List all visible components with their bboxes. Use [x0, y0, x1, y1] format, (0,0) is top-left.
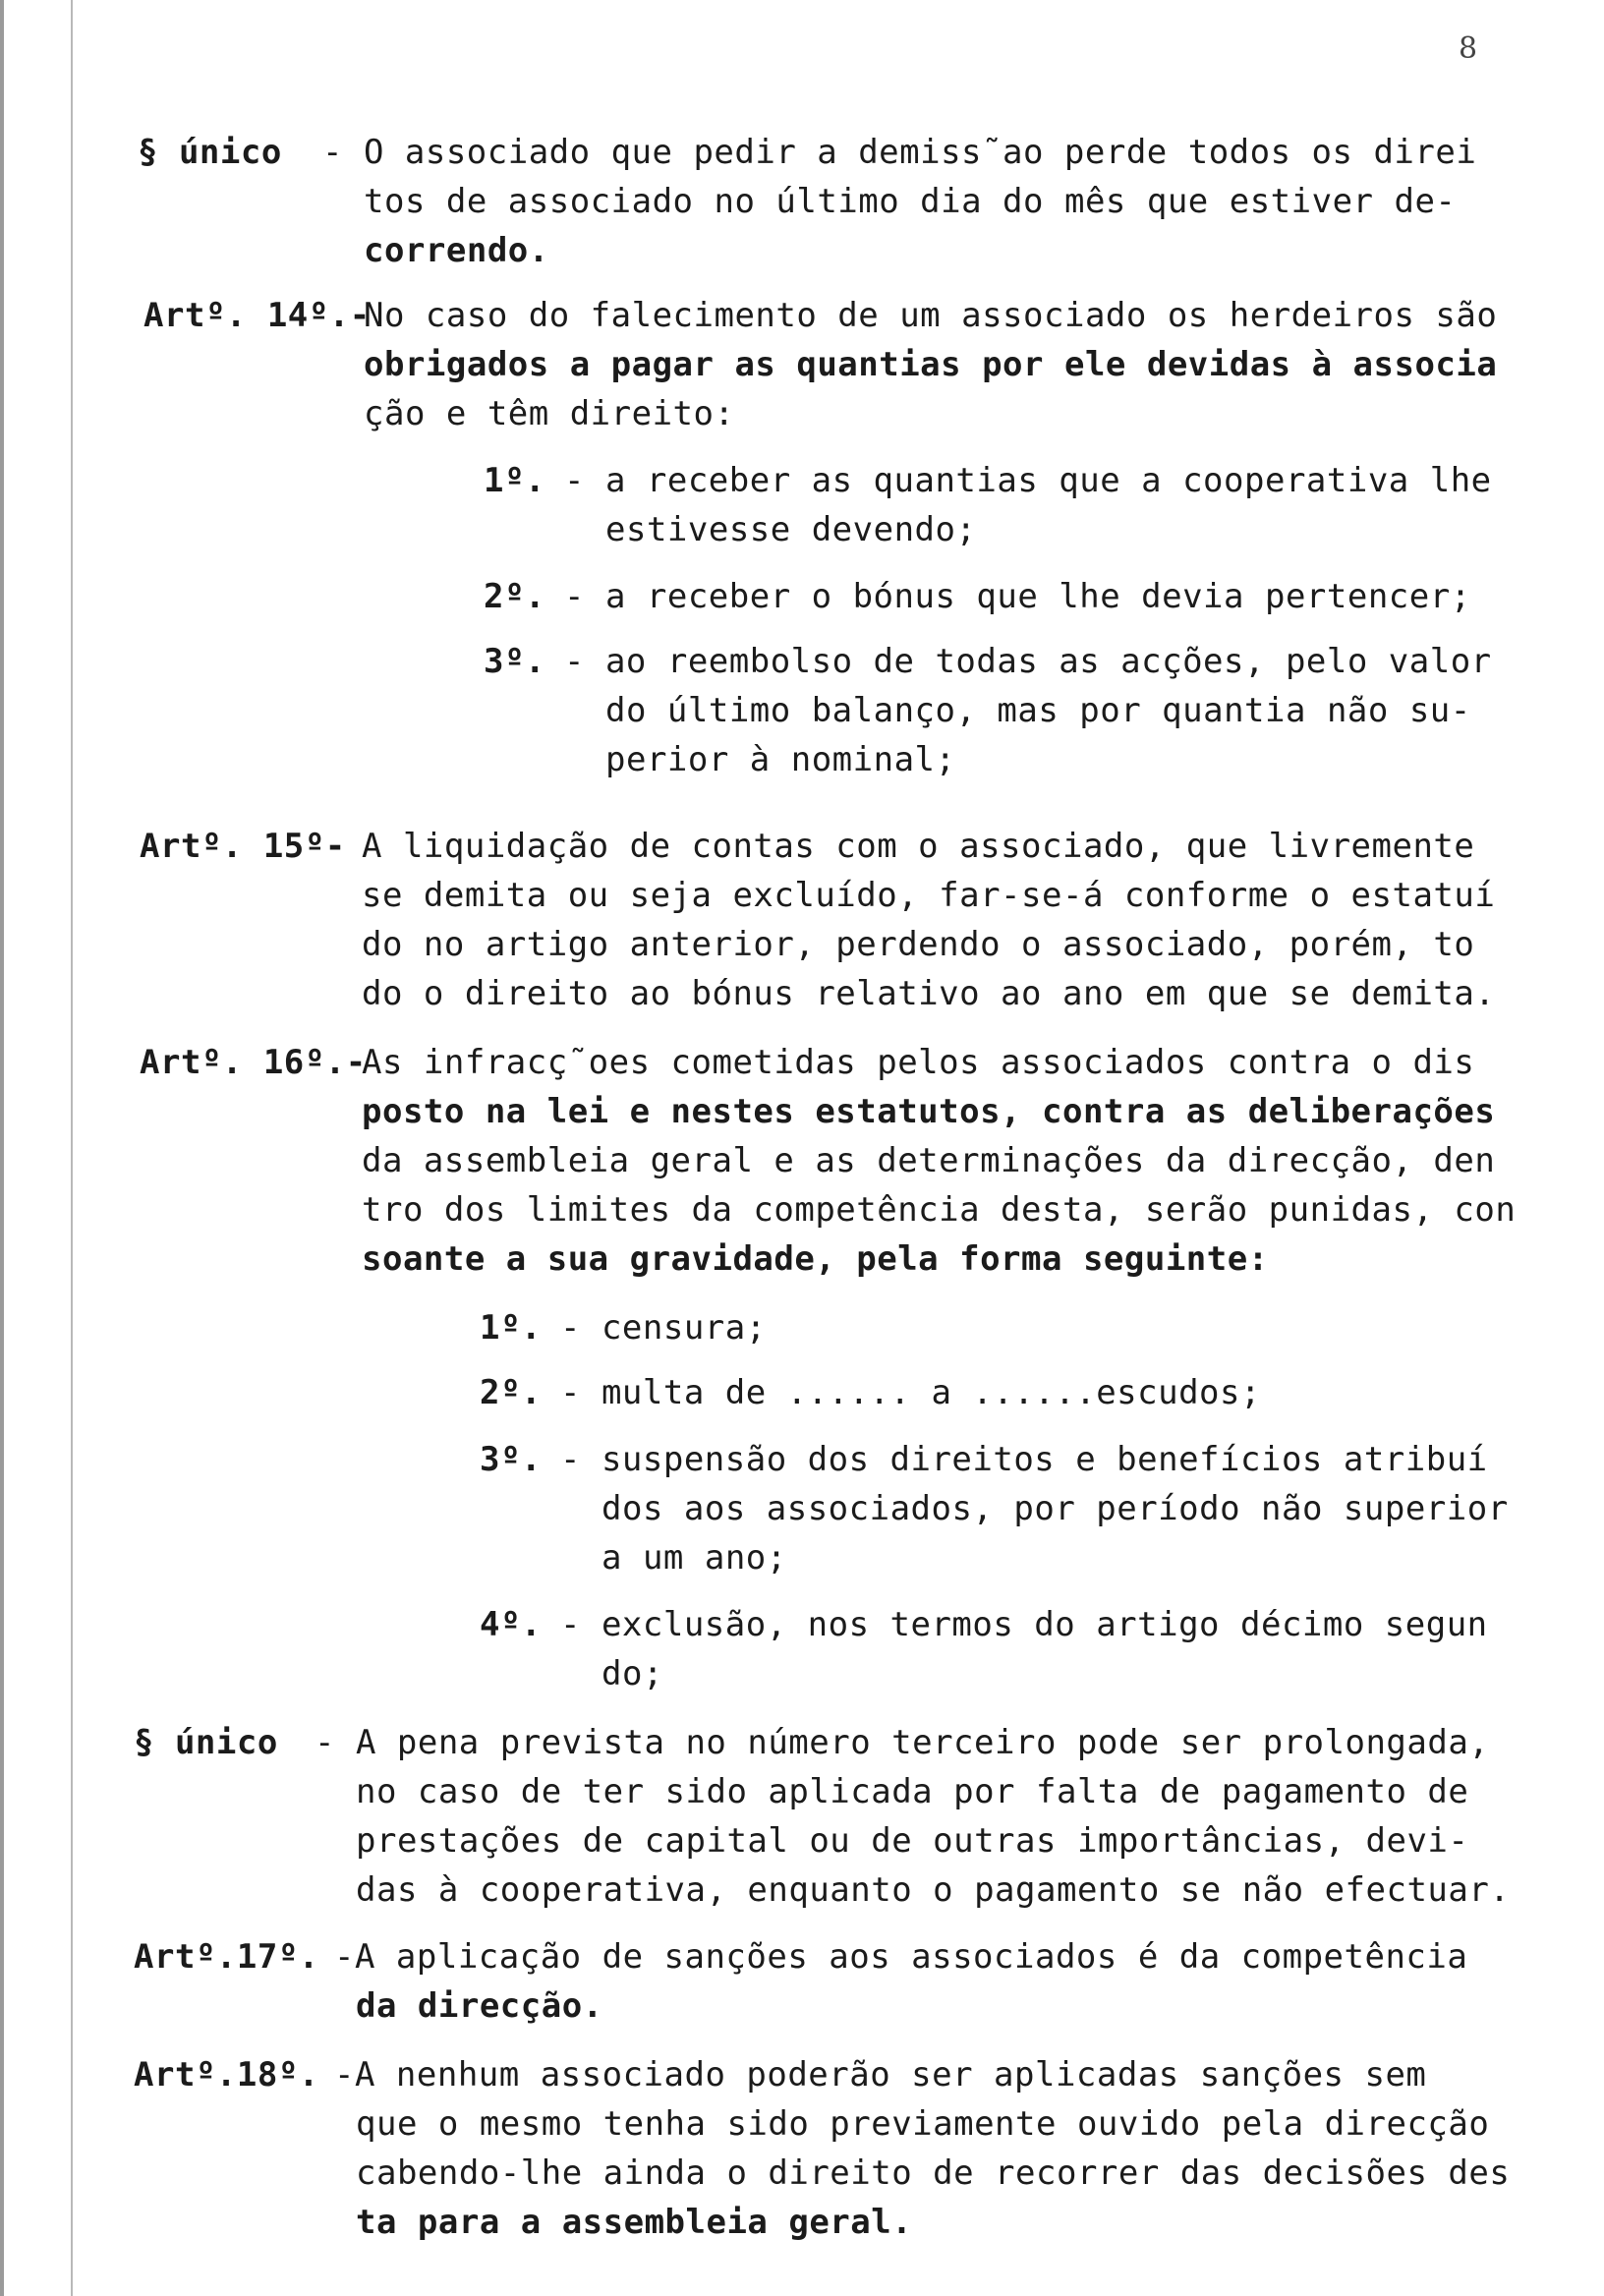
paragraph-unico-label: § único: [138, 133, 282, 172]
article-16-item-number: 4º.: [480, 1605, 542, 1644]
article-16-item-number: 2º.: [480, 1373, 542, 1412]
article-16-line: soante a sua gravidade, pela forma seguinte:: [362, 1239, 1269, 1279]
paragraph-unico-line: - A pena prevista no número terceiro pode ser prolongada,: [315, 1723, 1490, 1762]
article-14-line: obrigados a pagar as quantias por ele devidas à associa: [364, 345, 1498, 384]
paragraph-unico-line: correndo.: [364, 231, 549, 270]
article-16-line: da assembleia geral e as determinações da direcção, den: [362, 1141, 1496, 1180]
article-16-item-line: a um ano;: [602, 1538, 787, 1578]
article-15-label: Artº. 15º-: [140, 827, 346, 866]
article-16-line: posto na lei e nestes estatutos, contra as deliberações: [362, 1092, 1496, 1131]
article-16-line: tro dos limites da competência desta, serão punidas, con: [362, 1190, 1517, 1230]
article-14-item-line: do último balanço, mas por quantia não su-: [605, 691, 1471, 730]
article-14-item-line: - a receber o bónus que lhe devia pertencer;: [564, 577, 1471, 616]
article-14-item-line: perior à nominal;: [605, 740, 956, 779]
article-15-line: A liquidação de contas com o associado, que livremente: [362, 827, 1475, 866]
article-17-label: Artº.17º.: [134, 1937, 319, 1977]
article-14-item-line: - ao reembolso de todas as acções, pelo valor: [564, 642, 1492, 681]
article-16-item-line: do;: [602, 1654, 663, 1693]
article-15-line: do o direito ao bónus relativo ao ano em que se demita.: [362, 974, 1496, 1013]
paragraph-unico-line: tos de associado no último dia do mês que estiver de-: [364, 182, 1457, 221]
page-left-edge: [0, 0, 4, 2296]
article-14-item-number: 3º.: [484, 642, 545, 681]
article-16-line: As infracç˜oes cometidas pelos associados contra o dis: [362, 1043, 1475, 1082]
article-17-line: da direcção.: [356, 1986, 603, 2026]
article-16-label: Artº. 16º.-: [140, 1043, 367, 1082]
paragraph-unico-label: § único: [134, 1723, 278, 1762]
article-15-line: do no artigo anterior, perdendo o associado, porém, to: [362, 925, 1475, 964]
margin-line: [71, 0, 73, 2296]
paragraph-unico-line: no caso de ter sido aplicada por falta de pagamento de: [356, 1772, 1469, 1811]
paragraph-unico-line: prestações de capital ou de outras importâncias, devi-: [356, 1821, 1469, 1861]
paragraph-unico-line: - O associado que pedir a demiss˜ao perde todos os direi: [322, 133, 1477, 172]
article-16-item-number: 1º.: [480, 1308, 542, 1348]
article-14-item-line: estivesse devendo;: [605, 510, 977, 549]
article-18-line: que o mesmo tenha sido previamente ouvido pela direcção: [356, 2104, 1490, 2144]
article-18-line: cabendo-lhe ainda o direito de recorrer das decisões des: [356, 2153, 1511, 2193]
article-15-line: se demita ou seja excluído, far-se-á conforme o estatuí: [362, 876, 1496, 915]
article-16-item-line: - suspensão dos direitos e benefícios atribuí: [560, 1440, 1488, 1479]
article-17-line: -A aplicação de sanções aos associados é da competência: [334, 1937, 1468, 1977]
article-14-item-number: 1º.: [484, 461, 545, 500]
article-18-line: -A nenhum associado poderão ser aplicadas sanções sem: [334, 2055, 1427, 2095]
article-18-label: Artº.18º.: [134, 2055, 319, 2095]
article-14-item-number: 2º.: [484, 577, 545, 616]
article-16-item-line: - exclusão, nos termos do artigo décimo segun: [560, 1605, 1488, 1644]
page-number: 8: [1459, 31, 1478, 66]
article-16-item-number: 3º.: [480, 1440, 542, 1479]
article-18-line: ta para a assembleia geral.: [356, 2203, 913, 2242]
article-14-item-line: - a receber as quantias que a cooperativa lhe: [564, 461, 1492, 500]
article-16-item-line: - multa de ...... a ......escudos;: [560, 1373, 1261, 1412]
article-14-label: Artº. 14º.-: [143, 296, 371, 335]
article-14-line: No caso do falecimento de um associado os herdeiros são: [364, 296, 1498, 335]
article-14-line: ção e têm direito:: [364, 394, 735, 433]
article-16-item-line: - censura;: [560, 1308, 767, 1348]
article-16-item-line: dos aos associados, por período não superior: [602, 1489, 1509, 1528]
paragraph-unico-line: das à cooperativa, enquanto o pagamento se não efectuar.: [356, 1870, 1511, 1910]
